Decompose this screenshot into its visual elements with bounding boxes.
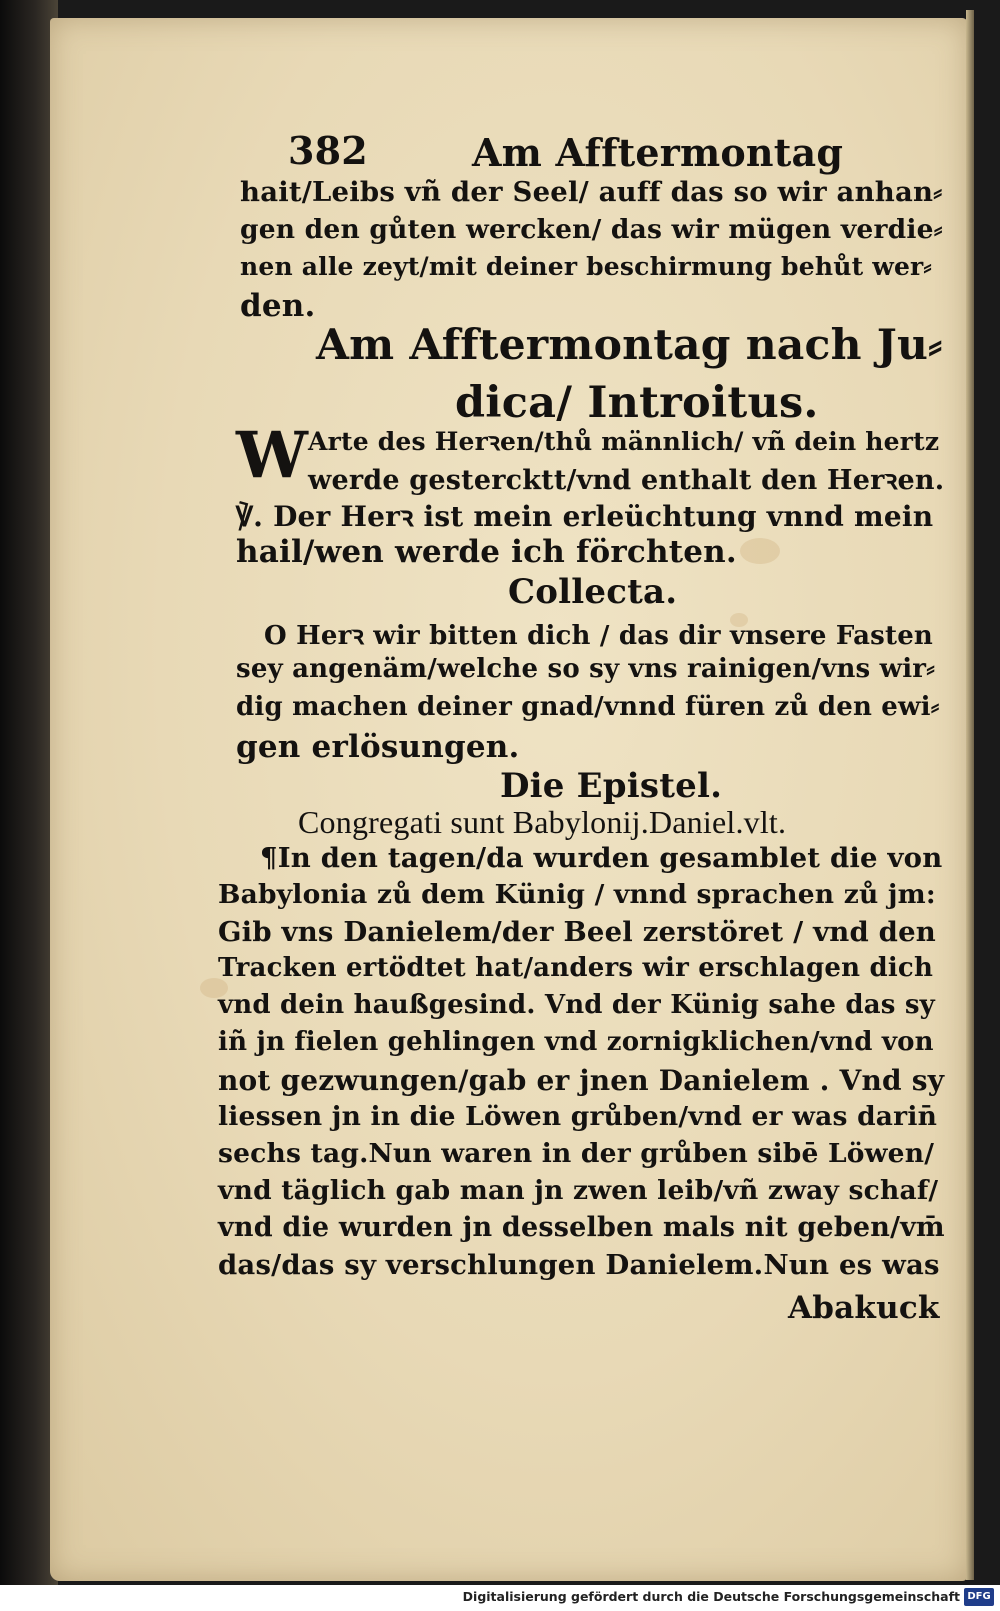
body-line: das/das sy verschlungen Danielem.Nun es was	[218, 1249, 940, 1281]
body-line: iñ jn fielen gehlingen vnd zornigklichen/vnd von	[218, 1027, 934, 1057]
body-line: ¶In den tagen/da wurden gesamblet die von	[260, 842, 943, 874]
body-line: werde gestercktt/vnd enthalt den Herꝛen.	[308, 465, 945, 496]
page-stain	[740, 538, 780, 564]
section-heading: Am Afftermontag nach Ju⸗	[316, 320, 943, 370]
body-line: liessen jn in die Löwen grůben/vnd er was darin̄	[218, 1101, 938, 1132]
dfg-logo: DFG	[964, 1588, 994, 1606]
body-line: Gib vns Danielem/der Beel zerstöret / vnd den	[218, 916, 936, 948]
body-line: vnd die wurden jn desselben mals nit geben/vm̄	[218, 1212, 945, 1243]
page-right-edge	[966, 10, 974, 1580]
body-line: dig machen deiner gnad/vnnd füren zů den ewi⸗	[236, 692, 940, 722]
decorated-initial: W	[236, 418, 308, 493]
body-line: nen alle zeyt/mit deiner beschirmung behůt wer⸗	[240, 252, 932, 281]
page-number: 382	[288, 128, 368, 173]
body-line: ℣. Der Herꝛ ist mein erleüchtung vnnd mein	[236, 500, 934, 533]
body-line: O Herꝛ wir bitten dich / das dir vnsere Fasten	[264, 621, 934, 651]
collecta-title: Collecta.	[508, 572, 678, 612]
body-line: gen erlösungen.	[236, 729, 520, 765]
body-line: vnd dein haußgesind. Vnd der Künig sahe das sy	[218, 990, 935, 1020]
epistel-reference: Congregati sunt Babylonij.Daniel.vlt.	[298, 804, 787, 840]
body-line: sechs tag.Nun waren in der grůben sibē Löwen/	[218, 1138, 935, 1169]
body-line: sey angenäm/welche so sy vns rainigen/vns wir⸗	[236, 654, 936, 684]
body-line: vnd täglich gab man jn zwen leib/vñ zway schaf/	[218, 1175, 939, 1206]
running-head: Am Afftermontag	[472, 130, 844, 175]
funding-credit: Digitalisierung gefördert durch die Deutsche Forschungsgemeinschaft	[462, 1589, 960, 1604]
body-line: not gezwungen/gab er jnen Danielem . Vnd sy	[218, 1064, 945, 1097]
body-line: Arte des Herꝛen/thů männlich/ vñ dein hertz	[308, 427, 940, 456]
section-heading: dica/ Introitus.	[455, 378, 819, 428]
body-line: hail/wen werde ich förchten.	[236, 534, 737, 570]
body-line: gen den gůten wercken/ das wir mügen verdie⸗	[240, 214, 943, 245]
body-line: Tracken ertödtet hat/anders wir erschlagen dich	[218, 953, 934, 983]
epistel-title: Die Epistel.	[500, 766, 723, 806]
catchword: Abakuck	[788, 1290, 940, 1326]
body-line: Babylonia zů dem Künig / vnnd sprachen zů jm:	[218, 879, 936, 910]
body-line: den.	[240, 288, 316, 324]
body-line: hait/Leibs vñ der Seel/ auff das so wir anhan⸗	[240, 176, 943, 208]
